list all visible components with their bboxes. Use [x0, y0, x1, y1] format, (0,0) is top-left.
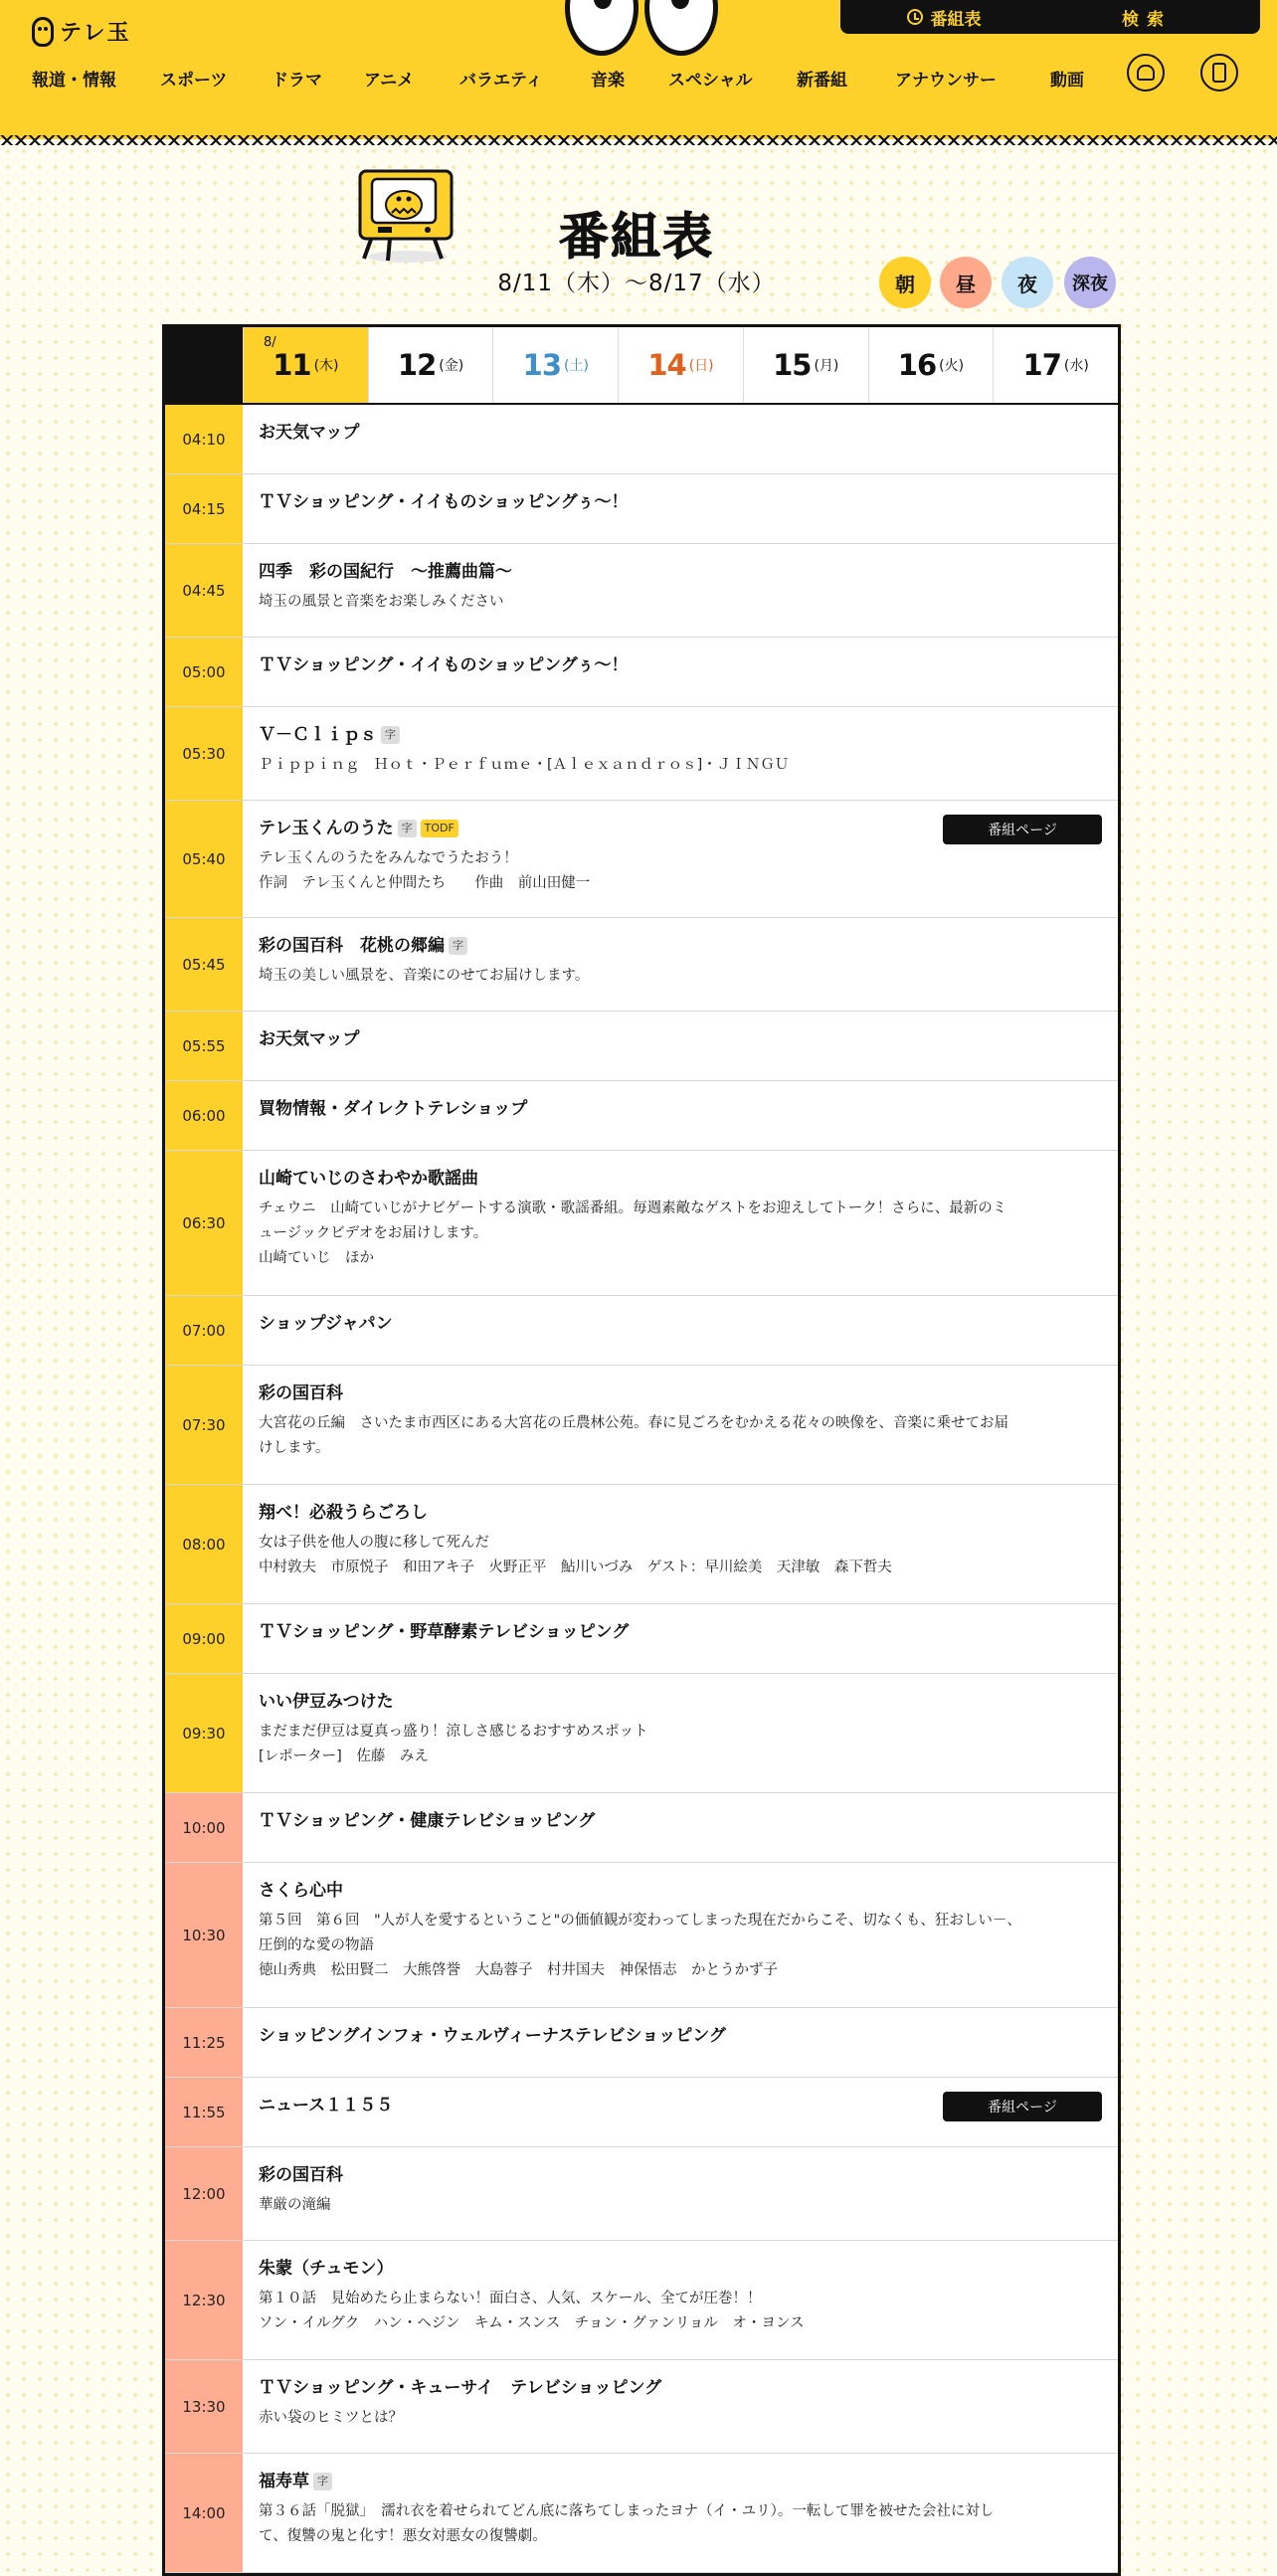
program-description — [259, 846, 1102, 896]
day-tab-weekday: (金) — [439, 358, 464, 374]
program-page-button[interactable]: 番組ページ — [943, 2092, 1102, 2121]
mascot-icon — [32, 17, 54, 47]
nav-new-programs[interactable]: 新番組 — [797, 71, 847, 91]
day-tab-month: 8/ — [264, 335, 276, 350]
program-cell[interactable] — [243, 474, 1118, 543]
program-title[interactable] — [259, 1809, 1102, 1833]
program-title-text: Ｖ－Ｃｌｉｐｓ — [259, 725, 377, 745]
program-row — [165, 2078, 1118, 2147]
program-cell[interactable] — [243, 1366, 1118, 1484]
program-title-text: 買物情報・ダイレクトテレショップ — [259, 1099, 528, 1119]
day-tabs — [165, 327, 1118, 405]
program-title[interactable] — [259, 1620, 1102, 1644]
program-description-line: テレ玉くんのうたをみんなでうたおう！ — [259, 850, 518, 866]
program-description-line: ュージックビデオをお届けします。 — [259, 1225, 488, 1241]
filter-night-button[interactable]: 夜 — [1002, 257, 1053, 308]
program-title-text: 彩の国百科 花桃の郷編 — [259, 936, 445, 956]
program-description — [259, 1196, 1102, 1271]
program-title[interactable] — [259, 2163, 1102, 2187]
program-title[interactable] — [259, 1501, 1102, 1525]
program-title-text: ＴＶショッピング・野草酵素テレビショッピング — [259, 1622, 630, 1642]
eye-right-icon — [644, 0, 718, 56]
site-logo[interactable] — [32, 16, 131, 47]
program-description-line: 埼玉の風景と音楽をお楽しみください — [259, 594, 504, 610]
program-title-text: ＴＶショッピング・キューサイ テレビショッピング — [259, 2378, 662, 2398]
program-title[interactable] — [259, 1312, 1102, 1336]
day-tab-16[interactable] — [868, 327, 994, 403]
program-cell[interactable] — [243, 2147, 1118, 2240]
program-title[interactable] — [259, 723, 1102, 747]
program-title[interactable] — [259, 1690, 1102, 1714]
todf-badge: TODF — [421, 820, 458, 837]
subtitle-badge: 字 — [313, 2473, 332, 2490]
program-time: 11:55 — [165, 2078, 243, 2146]
program-description-line: まだまだ伊豆は夏真っ盛り！涼しさ感じるおすすめスポット — [259, 1724, 648, 1740]
program-row — [165, 1012, 1118, 1081]
program-title-text: ＴＶショッピング・イイものショッピングぅ～！ — [259, 655, 629, 675]
program-title-text: 山崎ていじのさわやか歌謡曲 — [259, 1169, 478, 1189]
program-title-text: 朱蒙（チュモン） — [259, 2259, 394, 2279]
schedule-link[interactable] — [840, 5, 1047, 30]
program-schedule — [162, 324, 1121, 2576]
filter-daytime-button[interactable]: 昼 — [940, 257, 992, 308]
program-cell[interactable] — [243, 1151, 1118, 1295]
program-time: 09:00 — [165, 1604, 243, 1673]
nav-sports[interactable]: スポーツ — [160, 71, 228, 91]
program-description — [259, 1909, 1102, 1983]
day-tab-weekday: (木) — [313, 358, 339, 374]
program-time: 12:00 — [165, 2147, 243, 2240]
program-row — [165, 1296, 1118, 1366]
program-description-line: 圧倒的な愛の物語 — [259, 1937, 374, 1953]
tv-mascot-icon — [350, 167, 456, 267]
program-cell[interactable] — [243, 1674, 1118, 1792]
tab-corner — [165, 327, 243, 403]
search-link[interactable]: 検索 — [1122, 9, 1172, 30]
program-time: 05:45 — [165, 918, 243, 1011]
subtitle-badge: 字 — [398, 820, 417, 837]
program-title-text: いい伊豆みつけた — [259, 1692, 394, 1712]
program-description-line: 大宮花の丘編 さいたま市西区にある大宮花の丘農林公苑。春に見ごろをむかえる花々の映像を、音楽に乗せてお届 — [259, 1415, 1008, 1431]
day-tab-number: 12 — [397, 348, 437, 382]
logo-text: テレ玉 — [60, 21, 131, 46]
program-row — [165, 707, 1118, 801]
program-time: 13:30 — [165, 2360, 243, 2453]
nav-news[interactable]: 報道・情報 — [32, 71, 116, 91]
program-cell[interactable] — [243, 918, 1118, 1011]
program-cell[interactable] — [243, 2078, 1118, 2146]
program-title[interactable] — [259, 1097, 1102, 1121]
teletama-app-icon[interactable] — [1127, 54, 1165, 92]
program-description-line: 女は子供を他人の腹に移して死んだ — [259, 1535, 489, 1551]
day-tab-13[interactable] — [492, 327, 618, 403]
program-description — [259, 2193, 1102, 2218]
program-description-line: 中村敦夫 市原悦子 和田アキ子 火野正平 鮎川いづみ ゲスト：早川絵美 天津敏 森下哲夫 — [259, 1560, 892, 1575]
program-title[interactable] — [259, 653, 1102, 677]
day-tab-number: 17 — [1022, 348, 1061, 382]
program-title-text: ＴＶショッピング・イイものショッピングぅ～！ — [259, 492, 629, 512]
nav-music[interactable]: 音楽 — [591, 71, 625, 91]
program-time: 07:00 — [165, 1296, 243, 1365]
day-tab-12[interactable] — [368, 327, 493, 403]
program-description-line: チェウニ 山崎ていじがナビゲートする演歌・歌謡番組。毎週素敵なゲストをお迎えしてトーク！さらに、最新のミ — [259, 1200, 1007, 1216]
program-title-text: ニュース１１５５ — [259, 2096, 394, 2116]
program-description — [259, 1411, 1102, 1461]
program-time: 08:00 — [165, 1485, 243, 1603]
program-title-text: 四季 彩の国紀行 ～推薦曲篇～ — [259, 562, 512, 582]
program-description-line: けします。 — [259, 1440, 330, 1456]
program-title-text: 福寿草 — [259, 2472, 309, 2491]
program-description — [259, 753, 1102, 778]
day-tab-number: 14 — [647, 348, 686, 382]
program-row — [165, 2147, 1118, 2241]
filter-late-night-button[interactable]: 深夜 — [1064, 257, 1116, 308]
program-cell[interactable] — [243, 2241, 1118, 2359]
program-title[interactable] — [259, 1027, 1102, 1051]
program-row — [165, 2454, 1118, 2573]
program-row — [165, 1674, 1118, 1793]
nav-variety[interactable]: バラエティ — [459, 71, 543, 91]
header-zigzag-line — [0, 135, 1277, 145]
mascot-eyes — [565, 0, 718, 56]
nav-drama[interactable]: ドラマ — [272, 71, 322, 91]
program-title[interactable] — [259, 1879, 1102, 1903]
program-description-line: 徳山秀典 松田賢二 大熊啓誉 大島蓉子 村井国夫 神保悟志 かとうかず子 — [259, 1962, 778, 1978]
day-tab-number: 11 — [273, 348, 311, 382]
program-time: 05:30 — [165, 707, 243, 800]
day-tab-number: 16 — [897, 348, 937, 382]
program-time: 06:30 — [165, 1151, 243, 1295]
page-title: 番組表 — [559, 208, 714, 266]
day-tab-17[interactable] — [993, 327, 1118, 403]
nav-special[interactable]: スペシャル — [668, 71, 753, 91]
program-list — [165, 405, 1118, 2573]
nav-announcers[interactable]: アナウンサー — [895, 71, 997, 91]
program-time: 04:10 — [165, 405, 243, 473]
day-tab-14[interactable] — [618, 327, 743, 403]
program-row — [165, 638, 1118, 707]
eye-left-icon — [565, 0, 638, 56]
program-title[interactable] — [259, 421, 1102, 445]
nav-anime[interactable]: アニメ — [364, 71, 415, 91]
program-title-text: 彩の国百科 — [259, 1383, 343, 1403]
date-range: 8/11（木）〜8/17（水） — [497, 271, 776, 296]
program-time: 05:40 — [165, 801, 243, 917]
program-row — [165, 801, 1118, 918]
program-description-line: 作詞 テレ玉くんと仲間たち 作曲 前山田健一 — [259, 875, 591, 891]
program-cell[interactable] — [243, 1793, 1118, 1862]
day-tab-weekday: (日) — [688, 358, 714, 374]
day-tab-weekday: (土) — [564, 358, 589, 374]
program-description — [259, 2499, 1102, 2549]
program-row — [165, 2008, 1118, 2078]
program-cell[interactable] — [243, 2360, 1118, 2453]
program-row — [165, 1081, 1118, 1151]
program-row — [165, 544, 1118, 638]
top-tools — [840, 0, 1260, 34]
program-time: 09:30 — [165, 1674, 243, 1792]
program-description-line: 赤い袋のヒミツとは？ — [259, 2410, 403, 2426]
program-cell[interactable] — [243, 405, 1118, 473]
program-description — [259, 590, 1102, 615]
program-row — [165, 1863, 1118, 2008]
day-tab-number: 15 — [773, 348, 812, 382]
subtitle-badge: 字 — [449, 937, 467, 955]
program-cell[interactable] — [243, 2454, 1118, 2572]
day-tab-number: 13 — [522, 348, 561, 382]
day-tab-15[interactable] — [743, 327, 868, 403]
site-header — [0, 0, 1277, 139]
program-cell[interactable] — [243, 638, 1118, 706]
program-time: 06:00 — [165, 1081, 243, 1150]
program-title-text: テレ玉くんのうた — [259, 819, 394, 838]
program-description-line: ソン・イルグク ハン・ヘジン キム・スンス チョン・グァンリョル オ・ヨンス — [259, 2315, 805, 2331]
program-time: 10:30 — [165, 1863, 243, 2007]
program-cell[interactable] — [243, 1863, 1118, 2007]
program-description-line: 第５回 第６回 "人が人を愛するということ"の価値観が変わってしまった現在だからこそ、切なくも、狂おしい－、 — [259, 1913, 1021, 1929]
program-title-text: お天気マップ — [259, 1029, 360, 1049]
program-description-line: [レポーター] 佐藤 みえ — [259, 1748, 429, 1764]
global-nav — [18, 66, 1110, 91]
program-title-text: ＴＶショッピング・健康テレビショッピング — [259, 1811, 596, 1831]
program-time: 05:55 — [165, 1012, 243, 1080]
schedule-label: 番組表 — [930, 9, 982, 30]
program-title[interactable] — [259, 1381, 1102, 1405]
program-cell[interactable] — [243, 1604, 1118, 1673]
program-description — [259, 1720, 1102, 1769]
program-cell[interactable] — [243, 801, 1118, 917]
program-title[interactable] — [259, 2024, 1102, 2048]
program-description-line: て、復讐の鬼と化す！悪女対悪女の復讐劇。 — [259, 2528, 547, 2544]
program-row — [165, 1151, 1118, 1296]
program-title-text: お天気マップ — [259, 423, 360, 443]
program-row — [165, 2360, 1118, 2454]
program-time: 04:45 — [165, 544, 243, 637]
program-cell[interactable] — [243, 544, 1118, 637]
program-cell[interactable] — [243, 1296, 1118, 1365]
program-cell[interactable] — [243, 2008, 1118, 2077]
program-title[interactable] — [259, 560, 1102, 584]
program-title-text: さくら心中 — [259, 1881, 343, 1901]
filter-morning-button[interactable]: 朝 — [879, 257, 931, 308]
program-cell[interactable] — [243, 707, 1118, 800]
program-title-text: 彩の国百科 — [259, 2165, 343, 2185]
program-row — [165, 2241, 1118, 2360]
program-title[interactable] — [259, 2376, 1102, 2400]
program-cell[interactable] — [243, 1485, 1118, 1603]
program-description-line: Ｐｉｐｐｉｎｇ Ｈｏｔ・Ｐｅｒｆｕｍｅ・[Ａｌｅｘａｎｄｒｏｓ]・ＪＩＮＧＵ — [259, 757, 790, 773]
day-tab-weekday: (水) — [1063, 358, 1089, 374]
program-description — [259, 2287, 1102, 2336]
program-row — [165, 918, 1118, 1012]
day-tab-11[interactable] — [243, 327, 368, 403]
program-title-text: ショッピングインフォ・ウェルヴィーナステレビショッピング — [259, 2026, 726, 2046]
program-row — [165, 1604, 1118, 1674]
program-description — [259, 2406, 1102, 2431]
program-title-text: 翔べ！必殺うらごろし — [259, 1503, 428, 1523]
program-row — [165, 1793, 1118, 1863]
program-title[interactable] — [259, 1167, 1102, 1191]
program-title[interactable] — [259, 2257, 1102, 2281]
program-row — [165, 474, 1118, 544]
program-title[interactable] — [259, 2470, 1102, 2493]
subtitle-badge: 字 — [381, 726, 400, 744]
program-time: 14:00 — [165, 2454, 243, 2572]
program-description-line: 華厳の滝編 — [259, 2197, 331, 2213]
program-description-line: 第１０話 見始めたら止まらない！面白さ、人気、スケール、全てが圧巻！！ — [259, 2291, 762, 2306]
program-row — [165, 1366, 1118, 1485]
program-time: 10:00 — [165, 1793, 243, 1862]
program-cell[interactable] — [243, 1081, 1118, 1150]
program-row — [165, 1485, 1118, 1604]
program-time: 05:00 — [165, 638, 243, 706]
program-description-line: 埼玉の美しい風景を、音楽にのせてお届けします。 — [259, 968, 590, 984]
program-page-button[interactable]: 番組ページ — [943, 815, 1102, 844]
program-row — [165, 405, 1118, 474]
program-time: 11:25 — [165, 2008, 243, 2077]
program-cell[interactable] — [243, 1012, 1118, 1080]
program-description — [259, 964, 1102, 989]
program-title-text: ショップジャパン — [259, 1314, 393, 1334]
day-tab-weekday: (火) — [939, 358, 965, 374]
program-time: 04:15 — [165, 474, 243, 543]
program-description-line: 山崎ていじ ほか — [259, 1250, 374, 1266]
teletama-data-broadcast-icon[interactable] — [1200, 54, 1238, 92]
program-description-line: 第３６話「脱獄」 濡れ衣を着せられてどん底に落ちてしまったヨナ（イ・ユリ）。一転して罪を被せた会社に対し — [259, 2503, 995, 2519]
clock-icon — [907, 9, 923, 25]
day-tab-weekday: (月) — [814, 358, 839, 374]
program-time: 07:30 — [165, 1366, 243, 1484]
program-title[interactable] — [259, 490, 1102, 514]
program-time: 12:30 — [165, 2241, 243, 2359]
program-description — [259, 1531, 1102, 1580]
nav-video[interactable]: 動画 — [1050, 71, 1084, 91]
program-title[interactable] — [259, 934, 1102, 958]
